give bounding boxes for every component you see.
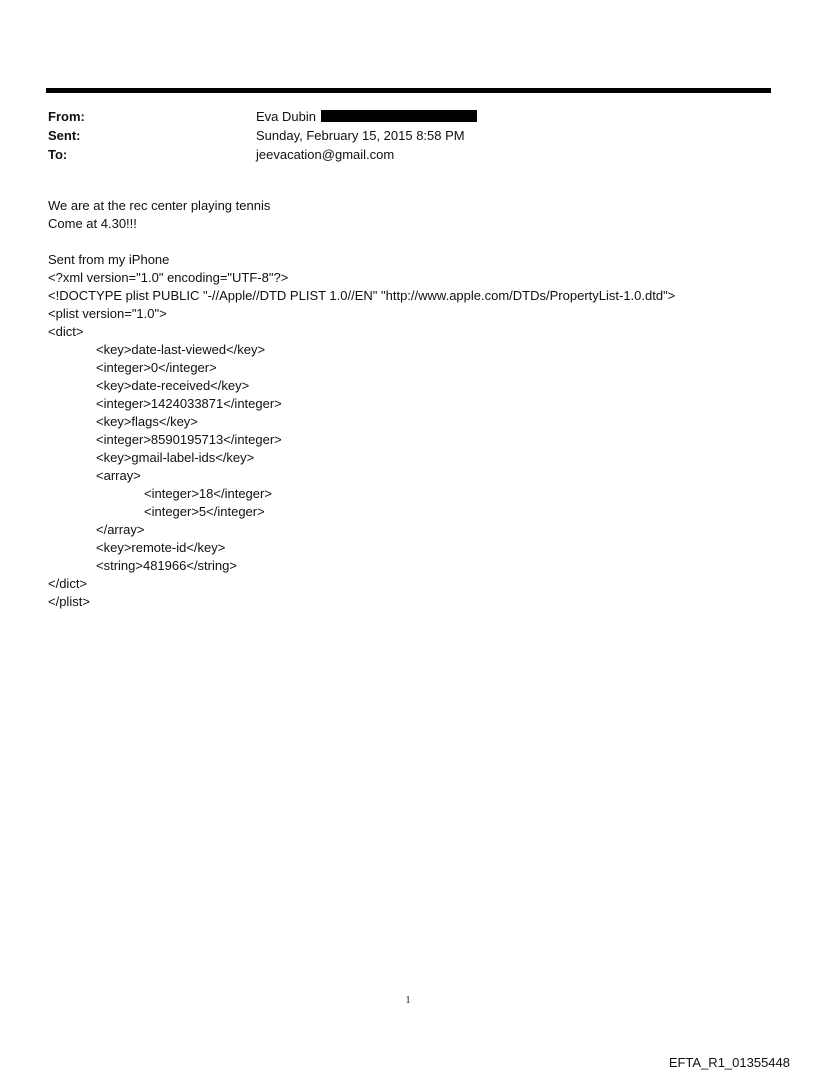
plist-line: </array> (96, 522, 145, 537)
sent-value: Sunday, February 15, 2015 8:58 PM (256, 128, 465, 143)
plist-line: <integer>5</integer> (144, 504, 265, 519)
plist-line: <key>gmail-label-ids</key> (96, 450, 255, 465)
header-divider (46, 88, 771, 93)
plist-line: </dict> (48, 576, 88, 591)
page-number: 1 (405, 995, 411, 1006)
from-label: From: (48, 109, 85, 124)
plist-line: <!DOCTYPE plist PUBLIC "-//Apple//DTD PLIST 1.0//EN" "http://www.apple.com/DTDs/PropertyList-1.0.dtd"> (48, 288, 676, 303)
to-value: jeevacation@gmail.com (256, 147, 395, 162)
plist-line: </plist> (48, 594, 90, 609)
message-line: Come at 4.30!!! (48, 216, 137, 231)
plist-line: <dict> (48, 324, 84, 339)
from-value (256, 107, 477, 126)
sender-name: Eva Dubin (256, 109, 316, 124)
plist-line: <integer>0</integer> (96, 360, 217, 375)
to-label: To: (48, 147, 68, 162)
email-header (48, 107, 748, 164)
plist-line: <key>remote-id</key> (96, 540, 226, 555)
plist-line: <plist version="1.0"> (48, 306, 167, 321)
sent-label: Sent: (48, 128, 81, 143)
redaction-bar (321, 110, 477, 122)
plist-line: <key>date-last-viewed</key> (96, 342, 266, 357)
plist-line: <array> (96, 468, 141, 483)
to-row (48, 145, 748, 164)
blank-line (48, 233, 788, 251)
plist-line: <key>date-received</key> (96, 378, 250, 393)
sent-row (48, 126, 748, 145)
plist-line: <integer>18</integer> (144, 486, 272, 501)
plist-line: <string>481966</string> (96, 558, 237, 573)
from-row (48, 107, 748, 126)
plist-line: <key>flags</key> (96, 414, 198, 429)
email-body (48, 197, 788, 611)
plist-line: <?xml version="1.0" encoding="UTF-8"?> (48, 270, 289, 285)
plist-line: <integer>8590195713</integer> (96, 432, 282, 447)
document-id: EFTA_R1_01355448 (668, 1055, 790, 1070)
message-line: We are at the rec center playing tennis (48, 198, 271, 213)
plist-line: <integer>1424033871</integer> (96, 396, 282, 411)
signature-line: Sent from my iPhone (48, 252, 170, 267)
